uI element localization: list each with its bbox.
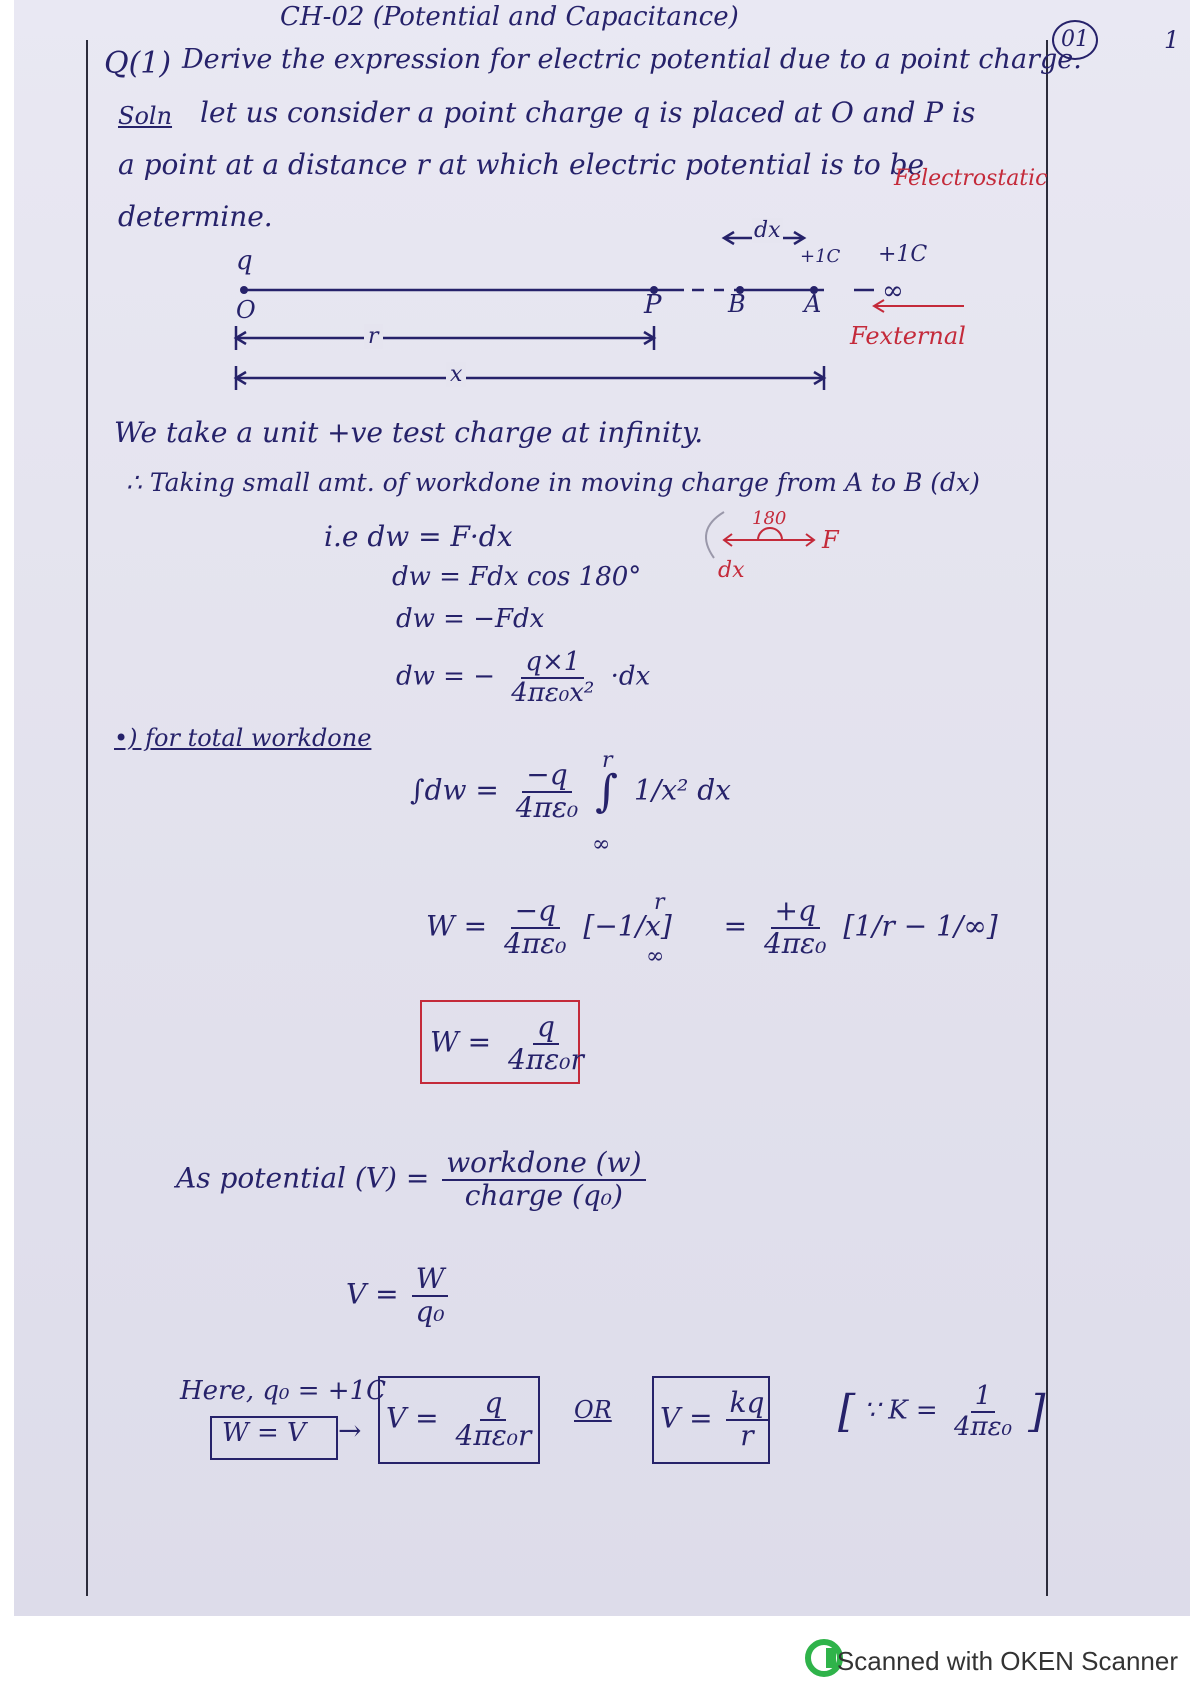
implies-arrow: →: [338, 1414, 362, 1447]
diagram-x-label: x: [446, 362, 466, 387]
w-eq2-den: 4πε₀: [763, 926, 827, 960]
v-fraction: [412, 1264, 449, 1328]
angle-180-label: 180: [752, 508, 787, 529]
int-num: −q: [522, 760, 571, 793]
equation-3: dw = −Fdx: [396, 604, 545, 634]
final1-den: 4πε₀r: [455, 1418, 532, 1452]
final1-lhs: V =: [386, 1401, 439, 1435]
question-label: Q(1): [104, 46, 172, 81]
w-eq2-fraction: [760, 896, 830, 960]
notebook-page: [14, 0, 1190, 1616]
diagram-point-b: B: [728, 290, 746, 318]
or-label: OR: [574, 1396, 612, 1424]
eq4-rhs: ·dx: [610, 661, 651, 692]
solution-line-1: let us consider a point charge q is placed at O and P is: [200, 96, 976, 129]
result-num: q: [533, 1012, 559, 1045]
v-den: q₀: [415, 1294, 445, 1328]
result-den: 4πε₀r: [508, 1042, 584, 1076]
equation-1: i.e dw = F·dx: [324, 520, 513, 553]
int-upper-limit: r: [602, 748, 613, 773]
w-eq2-bracket: [1/r − 1/∞]: [843, 909, 998, 943]
w-equation: W = $\frac{-q}{\text{4πε₀}}$ [−1/x] = $\frac{+q}{\text{4πε₀}}$ [1/r − 1/∞]: [426, 894, 998, 960]
small-work-line: ∴ Taking small amt. of workdone in moving charge from A to B (dx): [126, 468, 980, 497]
solution-line-3: determine.: [118, 200, 273, 233]
v-num: W: [412, 1264, 449, 1297]
int-lower-limit: ∞: [592, 832, 611, 857]
page-number-text: 01: [1061, 27, 1089, 52]
def-lhs: As potential (V) =: [176, 1161, 430, 1195]
k-def-fraction: [950, 1382, 1016, 1441]
def-den: charge (q₀): [464, 1178, 623, 1212]
k-def-num: 1: [971, 1382, 996, 1413]
w-upper-limit: r: [654, 890, 665, 915]
diagram-test-charge-2: +1C: [878, 242, 928, 267]
side-mark: 1: [1164, 26, 1180, 54]
int-den: 4πε₀: [515, 790, 579, 824]
w-lower-limit: ∞: [646, 944, 665, 969]
w-den: 4πε₀: [504, 926, 567, 960]
k-def-lhs: ∵ K =: [863, 1395, 938, 1426]
solution-label: Soln: [118, 102, 173, 130]
diagram-r-label: r: [364, 324, 383, 349]
diagram-point-a: A: [804, 290, 822, 318]
final1-num: q: [480, 1388, 506, 1421]
final-equation-2: [660, 1388, 772, 1452]
potential-definition: [176, 1148, 650, 1212]
k-definition: [ ∵ K = $\frac{1}{\text{4πε₀}}$ ]: [838, 1381, 1046, 1442]
equation-2: dw = Fdx cos 180°: [392, 562, 642, 592]
w-fraction: [500, 896, 570, 960]
chapter-heading: CH-02 (Potential and Capacitance): [280, 2, 739, 32]
final1-fraction: [452, 1388, 536, 1452]
total-work-heading: •) for total workdone: [114, 724, 372, 752]
scanner-watermark: Scanned with OKEN Scanner: [836, 1646, 1178, 1676]
charge-point: [240, 286, 248, 294]
int-integrand: 1/x² dx: [634, 773, 731, 807]
final2-num: kq: [726, 1388, 769, 1421]
final2-den: r: [740, 1418, 754, 1452]
k-def-den: 4πε₀: [953, 1411, 1012, 1442]
w-eq-v: W = V: [222, 1418, 306, 1448]
def-num: workdone (w): [442, 1148, 645, 1181]
final2-lhs: V =: [660, 1401, 713, 1435]
w-bracket: [−1/x]: [583, 909, 672, 943]
eq4-num: q×1: [521, 648, 584, 679]
final2-fraction: [726, 1388, 769, 1452]
diagram-dx-label: dx: [754, 218, 781, 243]
result-fraction: [504, 1012, 588, 1076]
diagram-test-charge-1: +1C: [800, 246, 841, 267]
v-lhs: V =: [346, 1277, 399, 1311]
v-equation: [346, 1264, 453, 1328]
eq4-lhs: dw = −: [396, 661, 495, 692]
diagram-origin-label: O: [236, 296, 256, 324]
equation-4: [396, 648, 650, 707]
w-eq2-num: +q: [771, 896, 820, 929]
diagram-point-p: P: [644, 290, 662, 320]
solution-line-2: a point at a distance r at which electric potential is to be: [118, 148, 925, 181]
int-fraction: [512, 760, 582, 824]
w-lhs: W =: [426, 909, 488, 943]
right-margin-line: [1046, 40, 1048, 1596]
f-external-label: Fexternal: [850, 322, 966, 350]
left-margin-line: [86, 40, 88, 1596]
w-num: −q: [511, 896, 560, 929]
diagram-point-infinity: ∞: [882, 276, 904, 306]
question-text: Derive the expression for electric potential due to a point charge.: [182, 44, 1082, 75]
integral-equation: ∫dw = $\frac{-q}{\text{4πε₀}}$ ∫ 1/x² dx: [410, 758, 731, 824]
f-electrostatic-label: Felectrostatic: [894, 166, 1048, 191]
angle-dx-label: dx: [718, 558, 745, 583]
here-q0-line: Here, q₀ = +1C: [180, 1376, 387, 1406]
force-f-label: F: [822, 526, 839, 554]
eq4-den: 4πε₀x²: [511, 677, 595, 708]
result-equation: [430, 1012, 592, 1076]
final-equation-1: [386, 1388, 539, 1452]
diagram-charge-label: q: [236, 246, 253, 276]
int-lhs: ∫dw =: [410, 773, 499, 807]
result-lhs: W =: [430, 1025, 492, 1059]
def-fraction: [442, 1148, 645, 1212]
unit-charge-line: We take a unit +ve test charge at infinity.: [114, 416, 704, 449]
eq4-fraction: [507, 648, 598, 707]
